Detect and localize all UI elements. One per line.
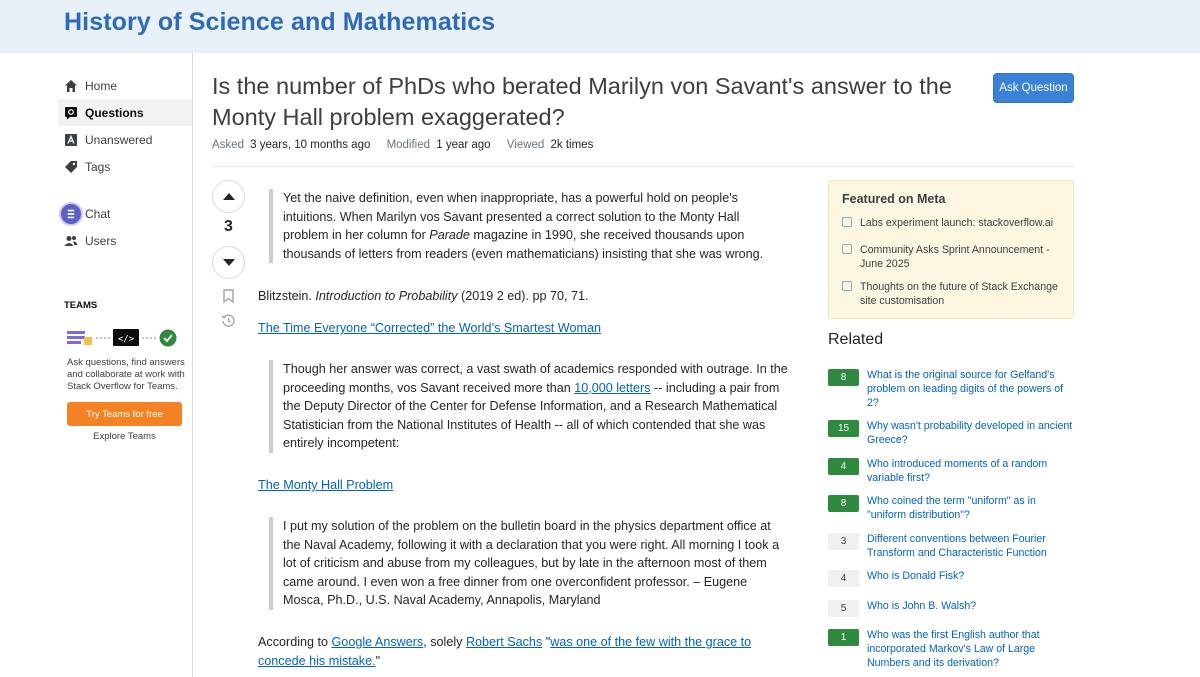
monty-hall-link-paragraph	[258, 476, 393, 495]
unanswered-icon	[64, 133, 78, 147]
bookmark-icon	[223, 289, 234, 303]
citation-details: (2019 2 ed). pp 70, 71.	[457, 289, 589, 303]
meta-item[interactable]	[842, 216, 1067, 230]
answer-count-badge: 4	[828, 458, 859, 475]
related-link[interactable]: Why wasn't probability developed in ancient Greece?	[867, 420, 1073, 446]
answer-count-badge: 8	[828, 495, 859, 512]
closing-paragraph	[258, 633, 798, 670]
explore-teams-link[interactable]: Explore Teams	[93, 431, 156, 442]
viewed-label: Viewed	[506, 139, 545, 151]
paragraph-text: "	[375, 653, 381, 668]
nav-item-chat[interactable]	[58, 200, 192, 227]
article-link[interactable]: The Time Everyone “Corrected” the World’s Smartest Woman	[258, 321, 601, 335]
meta-item-label: Thoughts on the future of Stack Exchange site customisation	[860, 281, 1058, 307]
meta-title: Featured on Meta	[842, 192, 946, 206]
nav-item-label: Tags	[85, 159, 111, 174]
meta-item-label: Community Asks Sprint Announcement - June 2025	[860, 244, 1050, 270]
question-title[interactable]: Is the number of PhDs who berated Marilyn von Savant's answer to the Monty Hall problem exaggerated?	[212, 73, 952, 130]
chat-icon	[59, 202, 83, 226]
viewed-value: 2k times	[550, 139, 594, 151]
google-answers-link[interactable]: Google Answers	[331, 635, 424, 649]
robert-sachs-link[interactable]: Robert Sachs	[465, 635, 543, 649]
quote-text: I put my solution of the problem on the bulletin board in the physics department office at the Naval Academy, following it with a declaration that you were right. All morning I took a lot of criticism and abuse from my colleagues, but by late in the afternoon most of them came around. I even won a free dinner from one overconfident professor. – Eugene Mosca, Ph.D., U.S. Naval Academy, Annapolis, Maryland	[283, 519, 780, 608]
citation-book: Introduction to Probability	[315, 289, 458, 303]
blockquote-mosca	[269, 517, 789, 610]
answer-count-badge: 4	[828, 570, 859, 587]
related-link[interactable]: Who was the first English author that incorporated Markov's Law of Large Numbers and its derivation?	[867, 629, 1040, 669]
paragraph-text: , solely	[423, 635, 466, 649]
divider	[212, 166, 1074, 167]
meta-item[interactable]	[842, 280, 1067, 308]
bookmark-button[interactable]	[220, 288, 236, 304]
nav-item-label: Questions	[85, 105, 144, 120]
concede-link[interactable]: was one of the few with the grace to concede his mistake.	[258, 635, 752, 668]
answer-count-badge: 8	[828, 369, 859, 386]
answer-count-badge: 1	[828, 629, 859, 646]
answer-count-badge: 15	[828, 420, 859, 437]
quote-text: Yet the naive definition, even when inappropriate, has a powerful hold on people's intuitions. When Marilyn vos Savant presented a correct solution to the Monty Hall problem in her column for	[283, 191, 740, 243]
nav-item-home[interactable]	[58, 72, 192, 99]
arrow-up-icon	[222, 192, 236, 201]
site-header	[0, 0, 1200, 53]
nav-item-users[interactable]	[58, 227, 192, 254]
letters-link[interactable]: 10,000 letters	[574, 380, 651, 395]
teams-illustration	[66, 327, 181, 349]
featured-on-meta	[828, 180, 1074, 319]
svg-text:</>: </>	[117, 334, 135, 345]
downvote-button[interactable]	[212, 246, 245, 279]
question-meta	[212, 139, 606, 151]
home-icon	[64, 79, 78, 93]
vote-count: 3	[224, 218, 233, 235]
quote-text: Though her answer was correct, a vast swath of academics responded with outrage. In the proceeding months, vos Savant received more than	[283, 362, 788, 395]
teams-description: Ask questions, find answers and collaborate at work with Stack Overflow for Teams.	[67, 357, 185, 392]
nav-item-label: Chat	[85, 206, 111, 221]
related-link[interactable]: Different conventions between Fourier Transform and Characteristic Function	[867, 533, 1047, 559]
paragraph-text: "	[542, 635, 551, 649]
meta-item-label: Labs experiment launch: stackoverflow.ai	[860, 217, 1054, 229]
monty-hall-link[interactable]: The Monty Hall Problem	[258, 478, 394, 492]
site-title[interactable]: History of Science and Mathematics	[64, 8, 496, 36]
asked-label: Asked	[212, 139, 244, 151]
tag-icon	[64, 160, 78, 174]
nav-item-label: Users	[85, 233, 117, 248]
blockquote-blitzstein	[269, 189, 779, 263]
blockquote-article	[269, 360, 789, 453]
related-link[interactable]: Who coined the term "uniform" as in "uniform distribution"?	[867, 495, 1036, 521]
asked-value[interactable]: 3 years, 10 months ago	[250, 139, 371, 151]
related-link[interactable]: What is the original source for Gelfand's problem on leading digits of the powers of 2?	[867, 369, 1064, 409]
left-sidebar	[0, 53, 193, 677]
related-link[interactable]: Who introduced moments of a random variable first?	[867, 458, 1048, 484]
meta-post-icon	[842, 281, 852, 291]
nav-item-label: Home	[85, 78, 118, 93]
answer-count-badge: 3	[828, 533, 859, 550]
ask-question-button[interactable]: Ask Question	[993, 73, 1074, 103]
modified-value[interactable]: 1 year ago	[436, 139, 491, 151]
meta-item[interactable]	[842, 243, 1067, 271]
citation-author: Blitzstein.	[258, 289, 316, 303]
teams-heading: TEAMS	[64, 300, 98, 311]
users-icon	[64, 234, 78, 248]
related-link[interactable]: Who is John B. Walsh?	[867, 600, 977, 612]
answer-count-badge: 5	[828, 600, 859, 617]
related-title: Related	[828, 331, 884, 348]
related-link[interactable]: Who is Donald Fisk?	[867, 570, 965, 582]
arrow-down-icon	[222, 258, 236, 267]
nav-item-tags[interactable]	[58, 153, 192, 180]
history-button[interactable]	[220, 312, 236, 328]
nav-item-unanswered[interactable]	[58, 126, 192, 153]
nav-item-questions[interactable]	[58, 99, 192, 126]
nav-item-label: Unanswered	[85, 132, 153, 147]
meta-post-icon	[842, 217, 852, 227]
article-link-paragraph	[258, 319, 601, 338]
history-icon	[221, 313, 236, 328]
try-teams-button[interactable]: Try Teams for free	[67, 402, 182, 426]
citation	[258, 287, 588, 306]
paragraph-text: According to	[258, 635, 332, 649]
modified-label: Modified	[386, 139, 431, 151]
quote-emphasis: Parade	[429, 228, 470, 243]
quote-text: -- including a pair from the Deputy Director of the Center for Defense Information, and a Research Mathematical Statistician from the National Institutes of Health -- all of which contended that she was entirely incompetent:	[283, 380, 780, 451]
upvote-button[interactable]	[212, 180, 245, 213]
questions-icon	[64, 106, 78, 120]
meta-post-icon	[842, 244, 852, 254]
quote-text: magazine in 1990, she received thousands upon thousands of letters from readers (even mathematicians) insisting that she was wrong.	[283, 228, 764, 261]
